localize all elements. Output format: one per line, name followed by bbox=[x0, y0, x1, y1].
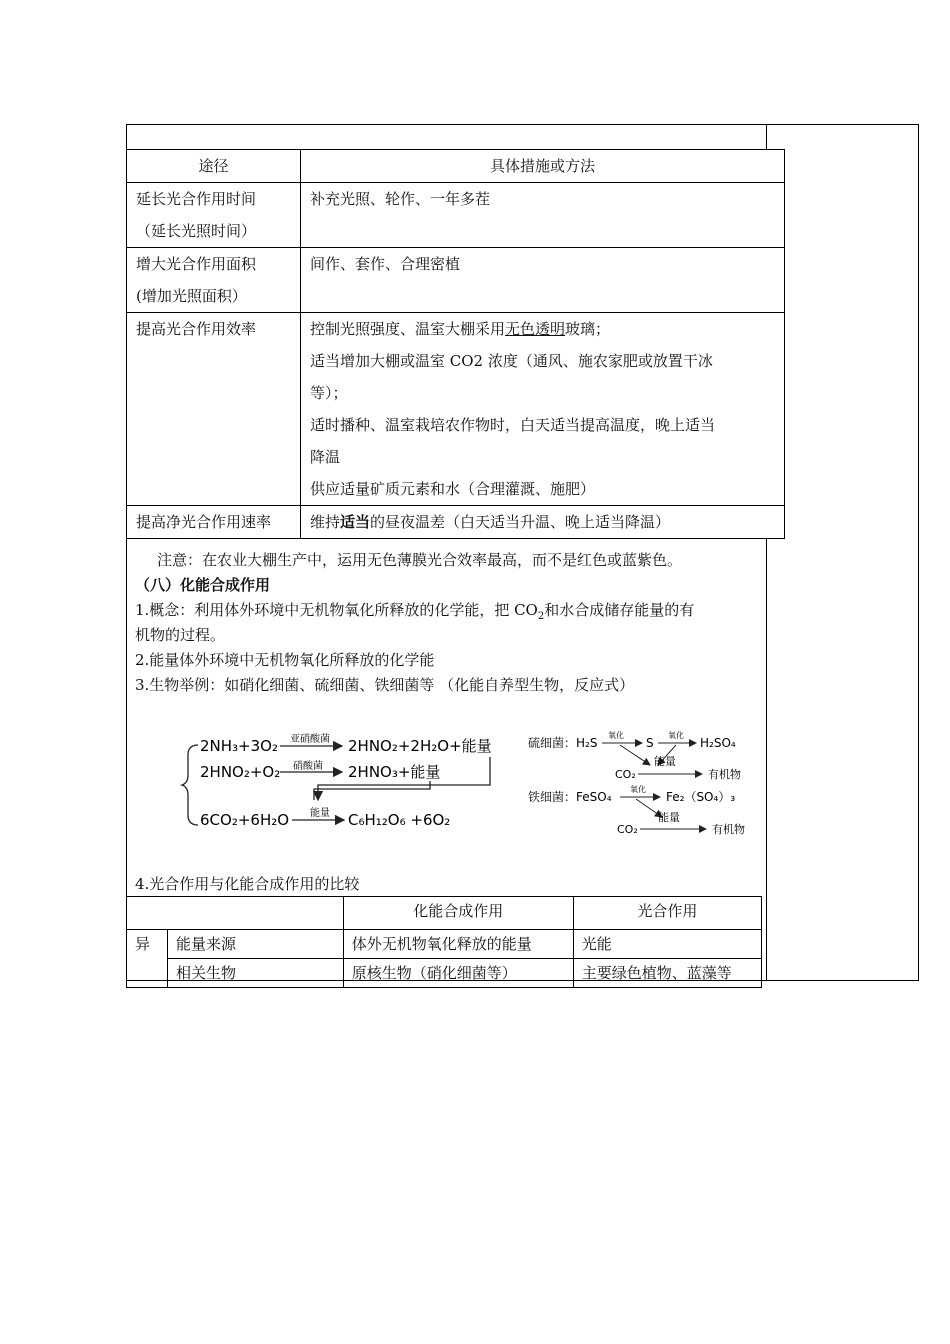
eq3-right: C₆H₁₂O₆ +6O₂ bbox=[348, 811, 451, 829]
organic-label: 有机物 bbox=[708, 768, 741, 781]
method-line: 供应适量矿质元素和水（合理灌溉、施肥） bbox=[310, 480, 596, 498]
row-path bbox=[127, 183, 301, 248]
path-line: 提高净光合作用速率 bbox=[136, 513, 272, 531]
method-text: 维持 bbox=[310, 513, 341, 531]
section-title: （八）化能合成作用 bbox=[135, 576, 271, 594]
bold-text: 适当 bbox=[340, 513, 371, 531]
item-3: 3.生物举例：如硝化细菌、硫细菌、铁细菌等 （化能自养型生物，反应式） bbox=[135, 676, 635, 694]
table-row bbox=[127, 506, 785, 539]
row-chem: 体外无机物氧化释放的能量 bbox=[343, 930, 573, 959]
method-line: 等）； bbox=[310, 384, 348, 402]
eq1-right: 2HNO₂+2H₂O+能量 bbox=[348, 737, 492, 755]
oxidize-label: 氧化 bbox=[608, 731, 624, 740]
method-line: 适时播种、温室栽培农作物时，白天适当提高温度，晚上适当 bbox=[310, 416, 716, 434]
table-row bbox=[127, 183, 785, 248]
header-methods: 具体措施或方法 bbox=[301, 150, 785, 183]
oxidize-label: 氧化 bbox=[630, 785, 646, 794]
eq3-enzyme: 能量 bbox=[310, 808, 330, 819]
iron-end: Fe₂（SO₄）₃ bbox=[666, 790, 736, 804]
table-header-row bbox=[127, 150, 785, 183]
path-line: 延长光合作用时间 bbox=[136, 190, 257, 208]
table-row bbox=[127, 930, 762, 959]
row-label: 相关生物 bbox=[168, 959, 344, 988]
method-line: 补充光照、轮作、一年多茬 bbox=[310, 190, 491, 208]
eq1-enzyme: 亚硝酸菌 bbox=[290, 734, 330, 745]
concept-text: 和水合成储存能量的有 bbox=[544, 601, 695, 619]
sulfur-end: H₂SO₄ bbox=[700, 736, 736, 750]
co2-label: CO₂ bbox=[615, 768, 636, 781]
method-text: 控制光照强度、温室大棚采用 bbox=[310, 320, 506, 338]
row-path bbox=[127, 313, 301, 506]
measures-table bbox=[126, 149, 785, 539]
row-photo: 光能 bbox=[573, 930, 761, 959]
method-line bbox=[310, 313, 775, 345]
brace-icon bbox=[182, 745, 198, 825]
row-photo: 主要绿色植物、蓝藻等 bbox=[573, 959, 761, 988]
row-path bbox=[127, 248, 301, 313]
path-line: (增加光照面积） bbox=[136, 287, 247, 305]
method-line: 降温 bbox=[310, 448, 341, 466]
row-label: 能量来源 bbox=[168, 930, 344, 959]
header-photo: 光合作用 bbox=[573, 897, 761, 930]
item-4: 4.光合作用与化能合成作用的比较 bbox=[135, 875, 360, 893]
path-line: 提高光合作用效率 bbox=[136, 320, 257, 338]
header-chem: 化能合成作用 bbox=[343, 897, 573, 930]
sulfur-mid: S bbox=[646, 736, 654, 750]
path-line: （延长光照时间） bbox=[136, 222, 257, 240]
iron-label: 铁细菌：FeSO₄ bbox=[528, 790, 612, 804]
concept-line-2: 机物的过程。 bbox=[135, 626, 226, 644]
reaction-diagram bbox=[180, 725, 760, 845]
arrow-icon bbox=[314, 781, 430, 800]
co2-label: CO₂ bbox=[617, 823, 638, 836]
eq2-enzyme: 硝酸菌 bbox=[293, 761, 323, 772]
underlined-text: 无色透明 bbox=[505, 320, 566, 338]
method-line bbox=[310, 506, 775, 538]
path-line: 增大光合作用面积 bbox=[136, 255, 257, 273]
eq3-left: 6CO₂+6H₂O bbox=[200, 811, 290, 829]
concept-text: 1.概念：利用体外环境中无机物氧化所释放的化学能，把 CO bbox=[135, 601, 538, 619]
header-path: 途径 bbox=[127, 150, 301, 183]
row-methods bbox=[301, 313, 785, 506]
method-line: 间作、套作、合理密植 bbox=[310, 255, 461, 273]
group-label: 异 bbox=[127, 930, 168, 988]
row-methods bbox=[301, 506, 785, 539]
compare-table bbox=[126, 896, 762, 988]
row-path bbox=[127, 506, 301, 539]
table-row bbox=[127, 313, 785, 506]
row-chem: 原核生物（硝化细菌等） bbox=[343, 959, 573, 988]
energy-label: 能量 bbox=[654, 755, 676, 768]
method-text: 玻璃； bbox=[565, 320, 611, 338]
row-methods bbox=[301, 248, 785, 313]
eq1-left: 2NH₃+3O₂ bbox=[200, 737, 278, 755]
energy-label: 能量 bbox=[658, 811, 680, 824]
table-row bbox=[127, 248, 785, 313]
method-text: 的昼夜温差（白天适当升温、晚上适当降温） bbox=[370, 513, 671, 531]
table-row bbox=[127, 959, 762, 988]
item-2: 2.能量体外环境中无机物氧化所释放的化学能 bbox=[135, 651, 435, 669]
row-methods bbox=[301, 183, 785, 248]
note-text: 注意：在农业大棚生产中，运用无色薄膜光合效率最高，而不是红色或蓝紫色。 bbox=[157, 551, 683, 569]
header-blank bbox=[127, 897, 344, 930]
eq2-left: 2HNO₂+O₂ bbox=[200, 763, 281, 781]
eq2-right: 2HNO₃+能量 bbox=[348, 763, 441, 781]
subscript: 2 bbox=[537, 611, 545, 622]
sulfur-label: 硫细菌：H₂S bbox=[528, 736, 598, 750]
oxidize-label: 氧化 bbox=[668, 731, 684, 740]
method-line: 适当增加大棚或温室 CO2 浓度（通风、施农家肥或放置干冰 bbox=[310, 352, 713, 370]
table-header-row bbox=[127, 897, 762, 930]
organic-label: 有机物 bbox=[712, 823, 745, 836]
